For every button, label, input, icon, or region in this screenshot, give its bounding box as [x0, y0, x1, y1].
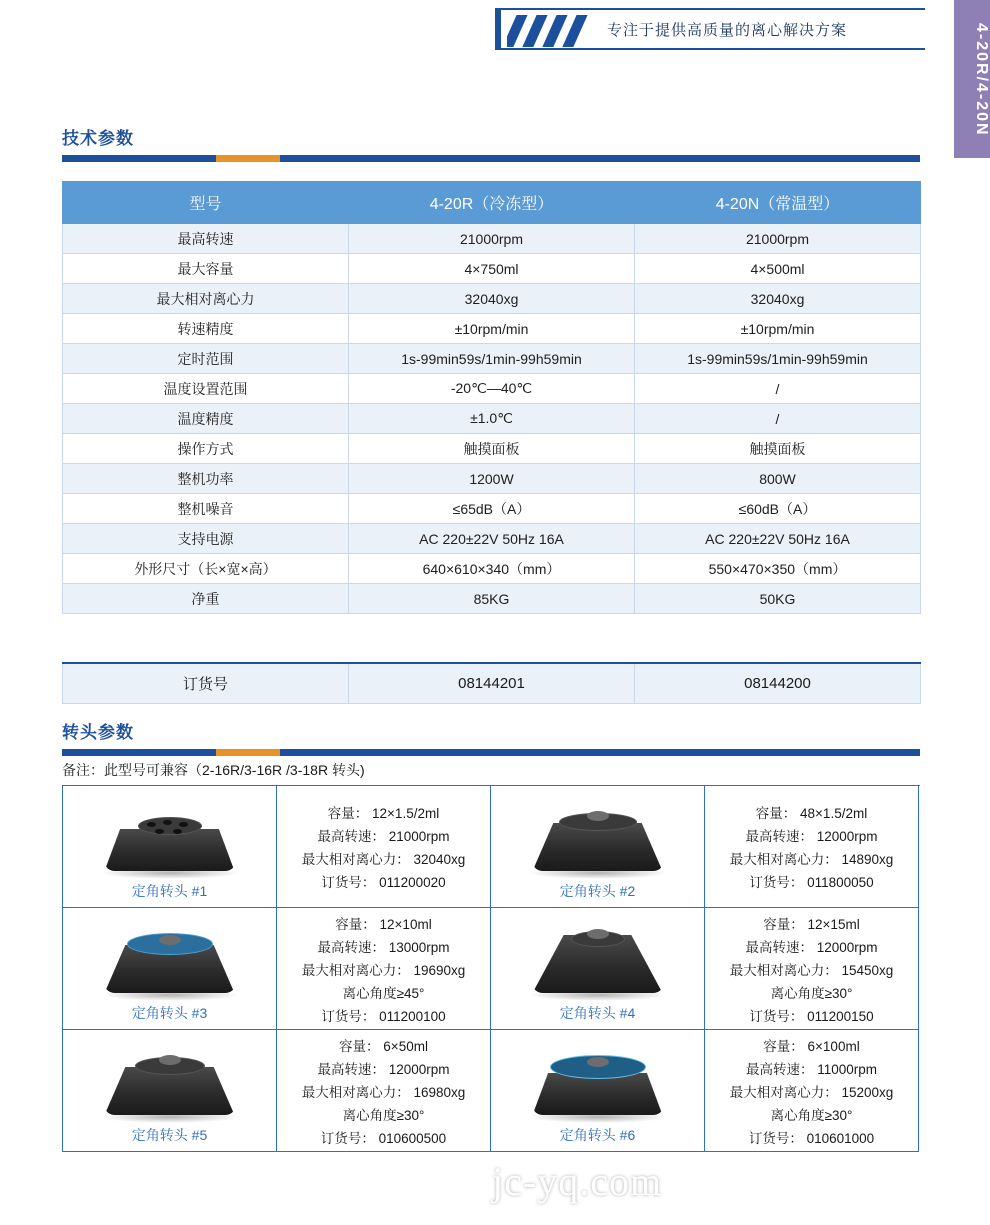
rotor-icon — [523, 803, 673, 879]
spec-value-4-20r: 4×750ml — [349, 254, 635, 284]
rotor-name: 定角转头 #3 — [131, 1005, 208, 1021]
table-header-row — [63, 182, 921, 224]
rotor-spec-line: 最大相对离心力： 32040xg — [301, 852, 466, 867]
rotor-icon — [95, 925, 245, 1001]
rotor-spec-line: 最大相对离心力： 14890xg — [729, 852, 894, 867]
rotor-spec-line: 最高转速： 12000rpm — [745, 829, 878, 844]
page-header — [495, 8, 925, 52]
table-row — [63, 284, 921, 314]
col-header-4-20n: 4-20N（常温型） — [635, 182, 921, 224]
table-row — [63, 434, 921, 464]
rotor-spec-line: 最高转速： 12000rpm — [317, 1061, 450, 1077]
order-number-4-20r: 08144201 — [349, 663, 635, 703]
rotor-spec-line: 最大相对离心力： 15200xg — [729, 1084, 894, 1100]
spec-value-4-20n: 800W — [635, 464, 921, 494]
rotor-spec-line: 容量： 12×1.5/2ml — [327, 806, 440, 821]
order-number-4-20n: 08144200 — [635, 663, 921, 703]
rotor-image-cell — [63, 786, 277, 908]
table-row — [63, 314, 921, 344]
spec-label: 整机功率 — [63, 464, 349, 494]
rotor-spec-line: 容量： 6×50ml — [339, 1038, 428, 1054]
table-row — [63, 494, 921, 524]
spec-label: 转速精度 — [63, 314, 349, 344]
rotor-spec-line: 离心角度≥45° — [342, 985, 425, 1001]
rotor-spec-line: 离心角度≥30° — [770, 1107, 853, 1123]
rotor-section-title: 转头参数 — [62, 723, 134, 742]
rotor-name: 定角转头 #1 — [131, 883, 208, 899]
side-tab — [954, 0, 990, 158]
rotor-spec-cell — [277, 786, 491, 908]
rotor-spec-cell — [277, 908, 491, 1030]
spec-value-4-20r: 1s-99min59s/1min-99h59min — [349, 344, 635, 374]
spec-label: 最大容量 — [63, 254, 349, 284]
rotor-spec-cell — [705, 1030, 919, 1152]
table-row — [63, 404, 921, 434]
spec-section-title: 技术参数 — [62, 129, 134, 148]
spec-value-4-20n: 32040xg — [635, 284, 921, 314]
rotor-spec-line: 最大相对离心力： 15450xg — [729, 962, 894, 978]
spec-value-4-20r: ±10rpm/min — [349, 314, 635, 344]
rotor-name: 定角转头 #2 — [559, 883, 636, 899]
rotor-spec-line: 容量： 12×10ml — [335, 916, 432, 932]
spec-label: 外形尺寸（长×宽×高） — [63, 554, 349, 584]
rotor-icon — [523, 925, 673, 1001]
spec-label: 最高转速 — [63, 224, 349, 254]
spec-label: 支持电源 — [63, 524, 349, 554]
rotor-icon — [523, 1047, 673, 1123]
rotor-name: 定角转头 #6 — [559, 1127, 636, 1143]
spec-label: 最大相对离心力 — [63, 284, 349, 314]
rotor-spec-line: 容量： 12×15ml — [763, 916, 860, 932]
spec-value-4-20r: AC 220±22V 50Hz 16A — [349, 524, 635, 554]
spec-value-4-20r: 32040xg — [349, 284, 635, 314]
spec-value-4-20n: 550×470×350（mm） — [635, 554, 921, 584]
col-header-model: 型号 — [63, 182, 349, 224]
table-row — [63, 554, 921, 584]
spec-label: 操作方式 — [63, 434, 349, 464]
rotor-compatibility-note: 备注：此型号可兼容（2-16R/3-16R /3-18R 转头) — [62, 762, 365, 778]
table-row — [63, 663, 921, 703]
spec-value-4-20n: 4×500ml — [635, 254, 921, 284]
rotor-name: 定角转头 #5 — [131, 1127, 208, 1143]
spec-value-4-20r: 触摸面板 — [349, 434, 635, 464]
rotor-grid — [62, 785, 920, 1152]
table-row — [63, 584, 921, 614]
table-row — [63, 464, 921, 494]
rotor-title-rule — [62, 749, 920, 756]
header-tagline: 专注于提供高质量的离心解决方案 — [607, 22, 848, 39]
slash-stripes-icon — [507, 15, 599, 47]
rotor-icon — [95, 803, 245, 879]
spec-value-4-20n: / — [635, 374, 921, 404]
spec-label: 温度设置范围 — [63, 374, 349, 404]
table-row — [63, 224, 921, 254]
spec-label: 定时范围 — [63, 344, 349, 374]
rotor-spec-cell — [705, 786, 919, 908]
order-number-table — [62, 662, 921, 704]
rotor-spec-line: 最高转速： 13000rpm — [317, 939, 450, 955]
spec-value-4-20r: 1200W — [349, 464, 635, 494]
rotor-spec-line: 最高转速： 21000rpm — [317, 829, 450, 844]
spec-value-4-20n: 触摸面板 — [635, 434, 921, 464]
spec-value-4-20n: ≤60dB（A） — [635, 494, 921, 524]
rotor-spec-line: 最大相对离心力： 19690xg — [301, 962, 466, 978]
rotor-image-cell — [63, 908, 277, 1030]
rotor-spec-line: 订货号： 010600500 — [320, 1130, 447, 1146]
spec-value-4-20n: 21000rpm — [635, 224, 921, 254]
header-banner — [495, 8, 925, 50]
spec-value-4-20n: 50KG — [635, 584, 921, 614]
spec-value-4-20r: 640×610×340（mm） — [349, 554, 635, 584]
rotor-spec-line: 容量： 48×1.5/2ml — [755, 806, 868, 821]
rotor-spec-line: 订货号： 011800050 — [749, 875, 874, 890]
spec-table — [62, 181, 921, 614]
rotor-spec-line: 最高转速： 11000rpm — [745, 1061, 878, 1077]
table-row — [63, 524, 921, 554]
spec-label: 温度精度 — [63, 404, 349, 434]
spec-value-4-20r: 85KG — [349, 584, 635, 614]
rotor-spec-line: 离心角度≥30° — [770, 985, 853, 1001]
spec-label: 净重 — [63, 584, 349, 614]
col-header-4-20r: 4-20R（冷冻型） — [349, 182, 635, 224]
table-row — [63, 344, 921, 374]
spec-section-heading — [62, 124, 920, 162]
rotor-spec-line: 订货号： 011200100 — [321, 1008, 446, 1024]
spec-value-4-20n: 1s-99min59s/1min-99h59min — [635, 344, 921, 374]
rotor-image-cell — [491, 1030, 705, 1152]
rotor-spec-line: 最大相对离心力： 16980xg — [301, 1084, 466, 1100]
spec-value-4-20r: -20℃—40℃ — [349, 374, 635, 404]
watermark: jc-yq.com — [492, 1159, 663, 1204]
rotor-icon — [95, 1047, 245, 1123]
side-tab-label: 4-20R/4-20N — [973, 23, 990, 137]
rotor-image-cell — [63, 1030, 277, 1152]
rotor-section-heading — [62, 718, 920, 756]
spec-value-4-20r: ≤65dB（A） — [349, 494, 635, 524]
spec-value-4-20n: AC 220±22V 50Hz 16A — [635, 524, 921, 554]
table-row — [63, 254, 921, 284]
rotor-spec-line: 最高转速： 12000rpm — [745, 939, 878, 955]
rotor-image-cell — [491, 786, 705, 908]
rotor-spec-line: 订货号： 011200150 — [749, 1008, 874, 1024]
spec-value-4-20n: ±10rpm/min — [635, 314, 921, 344]
order-number-label: 订货号 — [63, 663, 349, 703]
table-row — [63, 374, 921, 404]
spec-label: 整机噪音 — [63, 494, 349, 524]
rotor-spec-line: 订货号： 010601000 — [748, 1130, 875, 1146]
spec-value-4-20r: 21000rpm — [349, 224, 635, 254]
rotor-image-cell — [491, 908, 705, 1030]
spec-value-4-20n: / — [635, 404, 921, 434]
rotor-spec-cell — [705, 908, 919, 1030]
spec-title-rule — [62, 155, 920, 162]
rotor-spec-line: 容量： 6×100ml — [763, 1038, 860, 1054]
rotor-spec-cell — [277, 1030, 491, 1152]
rotor-name: 定角转头 #4 — [559, 1005, 636, 1021]
spec-value-4-20r: ±1.0℃ — [349, 404, 635, 434]
rotor-spec-line: 离心角度≥30° — [342, 1107, 425, 1123]
rotor-spec-line: 订货号： 011200020 — [321, 875, 446, 890]
